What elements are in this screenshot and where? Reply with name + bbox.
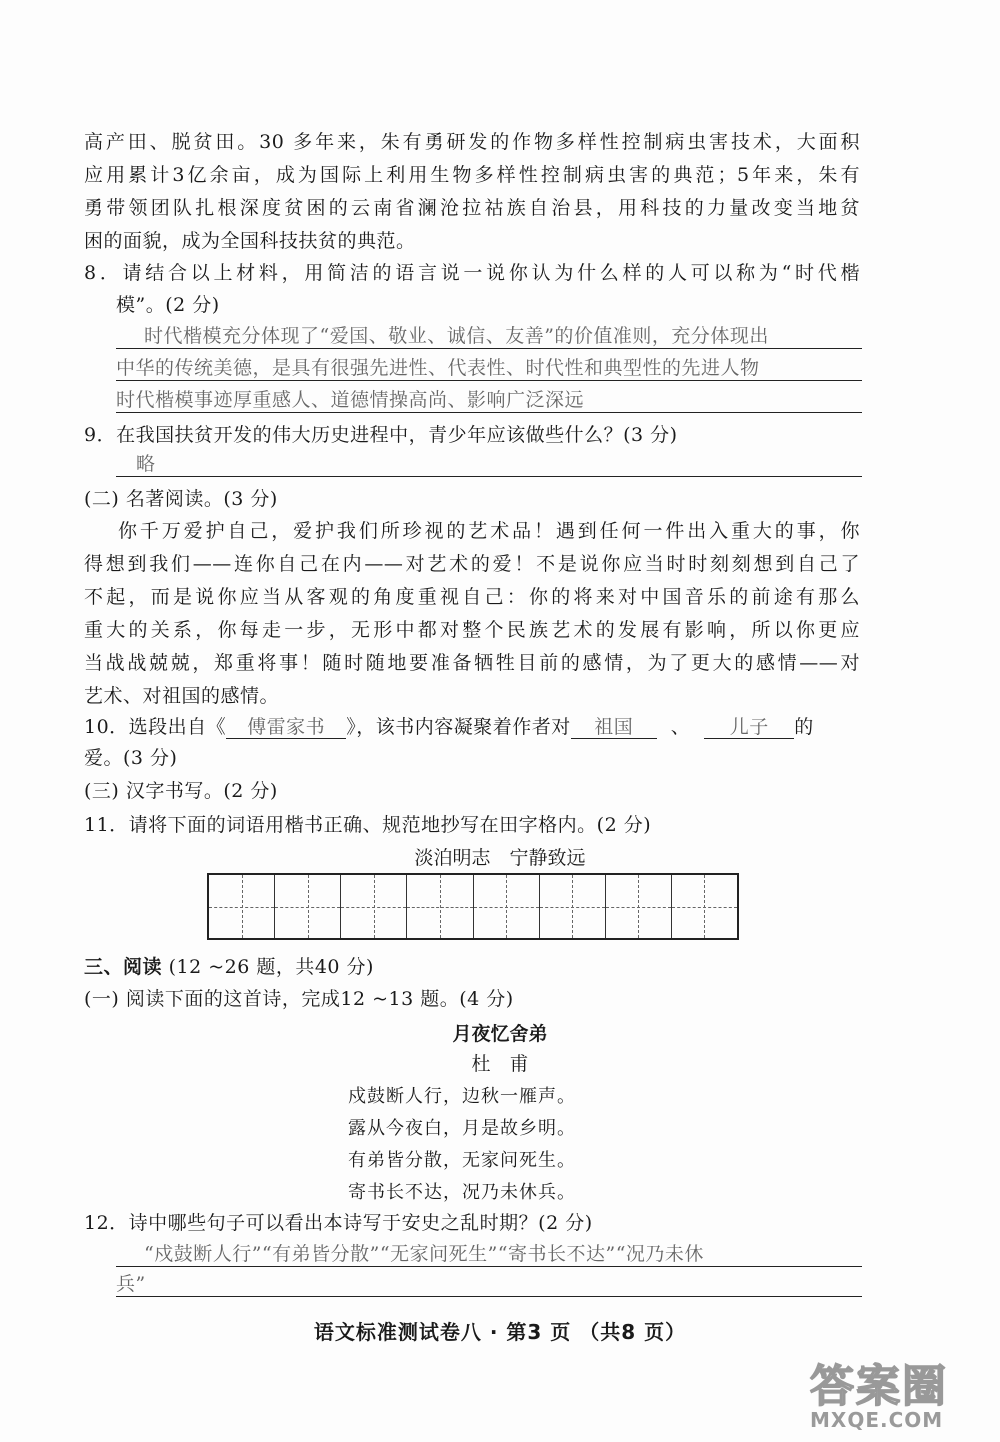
passage-line: 勇带领团队扎根深度贫困的云南省澜沧拉祜族自治县，用科技的力量改变当地贫 <box>84 197 860 219</box>
question-10-text-cont: 爱。(3 分) <box>84 747 178 769</box>
poem-line: 寄书长不达，况乃未休兵。 <box>348 1182 576 1203</box>
poem-line: 戍鼓断人行，边秋一雁声。 <box>348 1086 576 1107</box>
grid-cell[interactable] <box>209 875 275 938</box>
excerpt-line: 你千万爱护自己，爱护我们所珍视的艺术品！遇到任何一件出入重大的事，你 <box>118 520 860 542</box>
poem-line: 露从今夜白，月是故乡明。 <box>348 1118 576 1139</box>
grid-cell[interactable] <box>275 875 341 938</box>
question-12-answer-line: 兵” <box>116 1272 862 1297</box>
section-heading: (三) 汉字书写。(2 分) <box>84 780 278 802</box>
part-heading <box>84 954 860 980</box>
part-title: 三、阅读 <box>84 956 163 978</box>
answer-blank-1: 祖国 <box>571 716 657 739</box>
question-8-answer-line: 时代楷模事迹厚重感人、道德情操高尚、影响广泛深远 <box>116 388 862 413</box>
poem-title: 月夜忆舍弟 <box>452 1023 548 1045</box>
watermark-top: 答案圈 <box>810 1361 948 1412</box>
excerpt-line: 当战战兢兢，郑重将事！随时随地要准备牺牲目前的感情，为了更大的感情——对 <box>84 652 860 674</box>
grid-cell[interactable] <box>474 875 540 938</box>
question-10-sep: 、 <box>670 716 691 738</box>
question-8-text-cont: 模”。(2 分) <box>116 294 220 316</box>
question-9-text: 9．在我国扶贫开发的伟大历史进程中，青少年应该做些什么？(3 分) <box>84 424 678 446</box>
answer-blank-2: 儿子 <box>704 716 794 739</box>
grid-cell[interactable] <box>672 875 737 938</box>
question-8-answer-line: 中华的传统美德，是具有很强先进性、代表性、时代性和典型性的先进人物 <box>116 356 862 381</box>
question-8-text: 8．请结合以上材料，用简洁的语言说一说你认为什么样的人可以称为“时代楷 <box>84 262 860 284</box>
grid-cell[interactable] <box>341 875 407 938</box>
page-footer: 语文标准测试卷八 · 第3 页 （共8 页） <box>313 1320 687 1344</box>
excerpt-line: 重大的关系，你每走一步，无形中都对整个民族艺术的发展有影响，所以你更应 <box>84 619 860 641</box>
grid-cell[interactable] <box>407 875 473 938</box>
poem-author: 杜 甫 <box>471 1053 529 1075</box>
part-meta: (12 ~26 题，共40 分) <box>168 956 374 978</box>
passage-line: 应用累计3亿余亩，成为国际上利用生物多样性控制病虫害的典范；5年来，朱有 <box>84 164 860 186</box>
question-10-mid: 》，该书内容凝聚着作者对 <box>346 716 571 738</box>
sub-heading: (一) 阅读下面的这首诗，完成12 ~13 题。(4 分) <box>84 988 514 1010</box>
excerpt-line: 不起，而是说你应当从客观的角度重视自己：你的将来对中国音乐的前途有那么 <box>84 586 860 608</box>
tianzige-grid[interactable] <box>207 873 739 940</box>
watermark-logo <box>810 1350 980 1432</box>
question-12-answer-line: “戍鼓断人行”“有弟皆分散”“无家问死生”“寄书长不达”“况乃未休 <box>116 1242 862 1267</box>
question-10-text <box>84 714 860 740</box>
answer-blank-book: 傅雷家书 <box>226 716 346 739</box>
question-10-prefix: 10．选段出自《 <box>84 716 227 738</box>
section-heading: (二) 名著阅读。(3 分) <box>84 488 278 510</box>
question-9-answer-line: 略 <box>116 452 862 477</box>
grid-cell[interactable] <box>540 875 606 938</box>
grid-cell[interactable] <box>606 875 672 938</box>
watermark-bottom: MXQE.COM <box>810 1408 944 1432</box>
passage-line: 高产田、脱贫田。30 多年来，朱有勇研发的作物多样性控制病虫害技术，大面积 <box>84 131 860 153</box>
copy-words: 淡泊明志 宁静致远 <box>414 847 586 869</box>
excerpt-line: 艺术、对祖国的感情。 <box>84 685 280 707</box>
poem-line: 有弟皆分散，无家问死生。 <box>348 1150 576 1171</box>
passage-line: 困的面貌，成为全国科技扶贫的典范。 <box>84 230 416 252</box>
excerpt-line: 得想到我们——连你自己在内——对艺术的爱！不是说你应当时时刻刻想到自己了 <box>84 553 860 575</box>
question-8-answer-line: 时代楷模充分体现了“爱国、敬业、诚信、友善”的价值准则，充分体现出 <box>116 324 862 349</box>
question-10-suffix: 的 <box>794 716 814 738</box>
question-12-text: 12．诗中哪些句子可以看出本诗写于安史之乱时期？(2 分) <box>84 1212 593 1234</box>
question-11-text: 11．请将下面的词语用楷书正确、规范地抄写在田字格内。(2 分) <box>84 814 652 836</box>
